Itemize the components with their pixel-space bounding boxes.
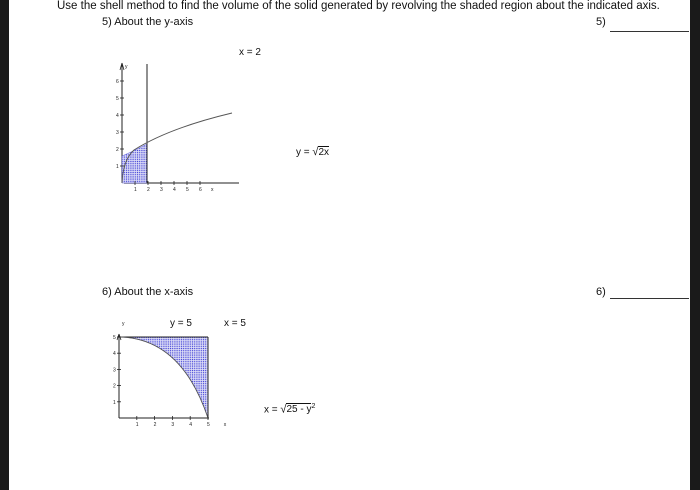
y-tick-label: 5 xyxy=(116,96,119,102)
y-tick-label: 4 xyxy=(113,351,116,358)
x-tick-label: 1 xyxy=(134,187,137,193)
y-axis-label: y xyxy=(122,320,125,327)
x-tick-label: 3 xyxy=(171,422,175,428)
curve-label-5: y = √2x xyxy=(296,146,330,158)
curve-label-6: $x = √25 - y^2$ xyxy=(264,403,316,416)
x-tick-label: 5 xyxy=(186,187,189,193)
instructions: Use the shell method to find the volume of the solid generated by revolving the shaded region about the indicated axis. xyxy=(57,0,660,12)
y-tick-label: 6 xyxy=(116,79,119,85)
x-tick-label: 4 xyxy=(189,422,192,428)
y-tick-label: 5 xyxy=(113,335,116,341)
problem-6-prompt: 6) About the x-axis xyxy=(102,286,194,298)
problem-5-prompt: 5) About the y-axis xyxy=(102,16,194,28)
y-tick-label: 4 xyxy=(116,113,119,119)
x-tick-label: 5 xyxy=(207,422,210,428)
x-tick-label: 1 xyxy=(135,422,139,428)
problem-5-answer-label: 5) xyxy=(596,16,606,28)
y-tick-label: 2 xyxy=(116,147,119,153)
label-x-equals-5: x = 5 xyxy=(224,318,246,329)
x-axis-label: x xyxy=(211,187,214,193)
x-tick-label: 2 xyxy=(153,422,157,428)
y-tick-label: 2 xyxy=(113,383,116,390)
x-tick-label: 4 xyxy=(173,187,176,193)
shaded-region xyxy=(119,337,208,418)
y-tick-label: 1 xyxy=(116,164,119,170)
y-tick-label: 3 xyxy=(116,130,119,136)
label-x-equals-2: x = 2 xyxy=(239,47,261,58)
graphs-svg xyxy=(9,0,690,490)
x-tick-label: 3 xyxy=(160,187,163,193)
x-tick-label: 6 xyxy=(199,187,202,193)
y-axis-label: y xyxy=(125,64,128,70)
problem-6-answer-line[interactable] xyxy=(610,298,689,299)
graph-6 xyxy=(113,321,227,428)
y-tick-label: 3 xyxy=(113,367,116,374)
y-tick-label: 1 xyxy=(113,399,116,406)
x-tick-label: 2 xyxy=(147,187,150,193)
worksheet-page xyxy=(9,0,690,490)
problem-6-answer-label: 6) xyxy=(596,286,606,298)
graph-5 xyxy=(116,63,239,193)
x-axis-label: x xyxy=(223,422,227,428)
label-y-equals-5: y = 5 xyxy=(170,318,192,329)
